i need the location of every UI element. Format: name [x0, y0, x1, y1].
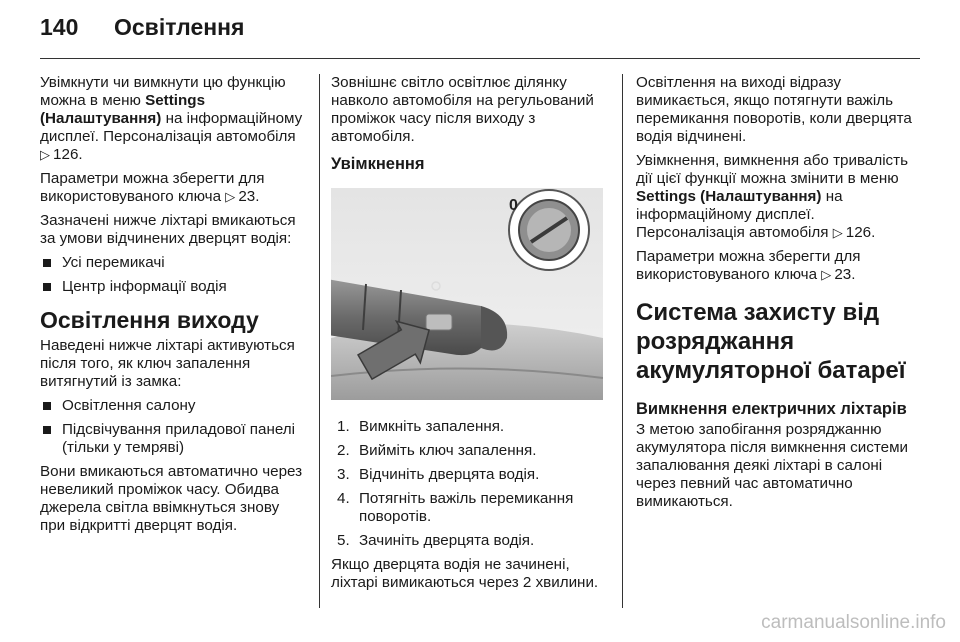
subheading-activation: Увімкнення [331, 155, 425, 173]
turn-signal-lever-illustration [331, 188, 603, 400]
list-item: 2. Вийміть ключ запалення. [337, 442, 537, 459]
paragraph-auto-on: Вони вмикаються автоматично через невеликий проміжок часу. Обидва джерела світла ввімкнуться знову при відкритті дверцят водія. [40, 463, 303, 534]
watermark: carmanualsonline.info [761, 612, 946, 633]
exit-lights-list [40, 397, 308, 457]
column-divider-1 [319, 74, 320, 608]
paragraph-timeout: Якщо дверцята водія не зачинені, ліхтарі вимикаються через 2 хвилини. [331, 556, 599, 591]
section-heading-exit-lighting: Освітлення виходу [40, 307, 259, 333]
page-ref[interactable]: 23. [238, 188, 260, 205]
list-item: Підсвічування приладової панелі (тільки у темряві) [40, 421, 308, 457]
paragraph-exit-off: Освітлення на виході відразу вимикається, якщо потягнути важіль перемикання поворотів, коли дверцята водія відчинені. [636, 74, 912, 145]
page-header [40, 14, 244, 54]
paragraph-door-lights: Зазначені нижче ліхтарі вмикаються за умови відчинених дверцят водія: [40, 212, 296, 247]
list-item: 3. Відчиніть дверцята водія. [337, 466, 540, 483]
column-divider-2 [622, 74, 623, 608]
figure-label: 0 [509, 197, 518, 214]
list-item: 4. Потягніть важіль перемикання поворотів. [337, 490, 574, 525]
page-ref[interactable]: 23. [834, 266, 856, 283]
page-ref-arrow-icon: ▷ [821, 267, 832, 282]
paragraph-exit-lights: Наведені нижче ліхтарі активуються після того, як ключ запалення витягнутий із замка: [40, 337, 295, 390]
list-item: 5. Зачиніть дверцята водія. [337, 532, 535, 549]
column-1 [40, 74, 308, 541]
paragraph-exterior-light: Зовнішнє світло освітлює ділянку навколо автомобіля на регульований проміжок часу після виходу з автомобіля. [331, 74, 594, 145]
subheading-lights-off: Вимкнення електричних ліхтарів [636, 400, 907, 418]
list-item: Усі перемикачі [40, 254, 308, 272]
list-item: Освітлення салону [40, 397, 308, 415]
header-divider [40, 58, 920, 59]
paragraph-settings-menu: Увімкнути чи вимкнути цю функцію можна в меню Settings (Налаштування) на інформаційному дисплеї. Персоналізація автомобіля ▷ 126. [40, 74, 303, 163]
column-2 [331, 74, 603, 598]
activation-steps [331, 418, 603, 550]
settings-menu-term: Settings (Налаштування) [40, 92, 206, 127]
page-number: 140 [40, 14, 79, 40]
page-ref[interactable]: 126. [53, 146, 83, 163]
page-ref[interactable]: 126. [845, 224, 876, 241]
page-ref-arrow-icon: ▷ [40, 147, 50, 162]
page-ref-arrow-icon: ▷ [832, 225, 843, 240]
settings-menu-term: Settings (Налаштування) [636, 188, 822, 205]
door-lights-list [40, 254, 308, 296]
column-3 [636, 74, 920, 517]
paragraph-battery-saver: З метою запобігання розряджанню акумулятора після вимкнення системи запалювання деякі ліхтарі в салоні через певний час автоматично вимикаються. [636, 421, 909, 510]
paragraph-key-save: Параметри можна зберегти для використовуваного ключа ▷ 23. [40, 170, 265, 205]
section-heading-battery-protection: Система захисту від розряджання акумуляторної батареї [636, 299, 906, 384]
list-item: Центр інформації водія [40, 278, 308, 296]
page-title: Освітлення [114, 14, 245, 40]
page-ref-arrow-icon: ▷ [225, 189, 236, 204]
list-item: 1. Вимкніть запалення. [337, 418, 505, 435]
paragraph-key-save: Параметри можна зберегти для використовуваного ключа ▷ 23. [636, 248, 861, 283]
paragraph-settings-menu: Увімкнення, вимкнення або тривалість дії цієї функції можна змінити в меню Settings (Налаштування) на інформаційному дисплеї. Персоналізація автомобіля ▷ 126. [636, 152, 909, 241]
